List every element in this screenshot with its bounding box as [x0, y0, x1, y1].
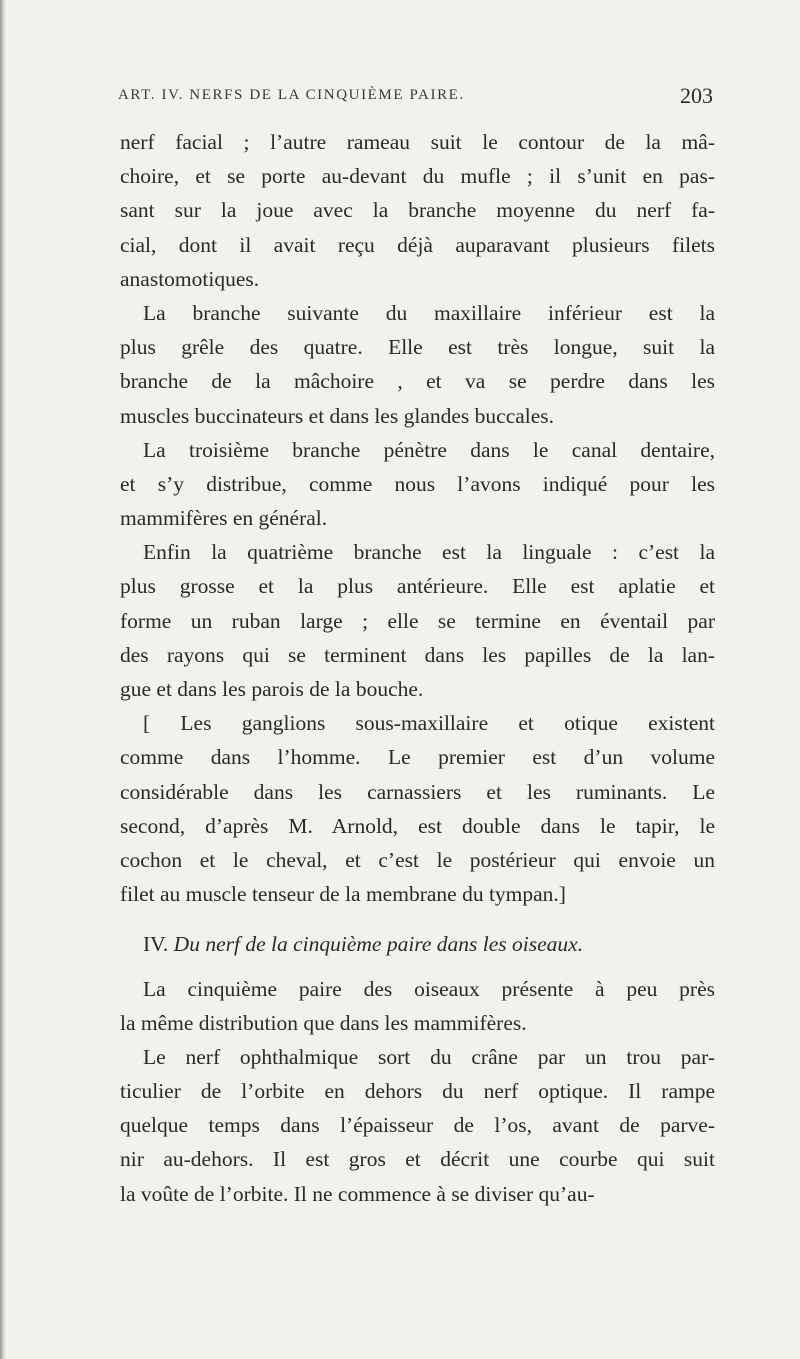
- text-line: mammifères en général.: [120, 506, 328, 531]
- paragraph: [120, 535, 715, 706]
- page-edge-shadow: [0, 0, 6, 1359]
- text-line: nerf facial ; l’autre rameau suit le contour de la mâ-: [120, 130, 715, 154]
- paragraphs-after-section: [120, 972, 715, 1211]
- paragraph: [120, 296, 715, 433]
- text-line: filet au muscle tenseur de la membrane du tympan.]: [120, 882, 566, 907]
- text-line: [ Les ganglions sous-maxillaire et otique existent: [143, 711, 715, 736]
- text-line: sant sur la joue avec la branche moyenne du nerf fa-: [120, 198, 715, 223]
- text-line: anastomotiques.: [120, 266, 260, 291]
- running-head: ART. IV. NERFS DE LA CINQUIÈME PAIRE.: [118, 87, 465, 103]
- text-line: cial, dont il avait reçu déjà auparavant plusieurs filets: [120, 232, 715, 257]
- page-header: [118, 83, 713, 117]
- text-line: ticulier de l’orbite en dehors du nerf optique. Il rampe: [120, 1079, 715, 1104]
- text-line: nir au-dehors. Il est gros et décrit une courbe qui suit: [120, 1147, 715, 1172]
- text-line: plus grosse et la plus antérieure. Elle est aplatie et: [120, 574, 715, 599]
- paragraph: [120, 1040, 715, 1211]
- text-line: La troisième branche pénètre dans le canal dentaire,: [143, 437, 715, 462]
- paragraphs-before-section: [120, 125, 715, 911]
- text-line: muscles buccinateurs et dans les glandes buccales.: [120, 403, 555, 428]
- section-heading: [120, 927, 715, 961]
- text-line: branche de la mâchoire , et va se perdre dans les: [120, 369, 715, 394]
- text-line: second, d’après M. Arnold, est double dans le tapir, le: [120, 813, 715, 838]
- text-line: gue et dans les parois de la bouche.: [120, 677, 424, 701]
- text-line: cochon et le cheval, et c’est le postérieur qui envoie un: [120, 847, 715, 872]
- text-line: comme dans l’homme. Le premier est d’un volume: [120, 745, 715, 770]
- text-line: la même distribution que dans les mammifères.: [120, 1010, 527, 1035]
- section-title: Du nerf de la cinquième paire dans les oiseaux.: [173, 932, 584, 957]
- text-line: choire, et se porte au-devant du mufle ; il s’unit en pas-: [120, 164, 715, 189]
- page-number: 203: [680, 83, 713, 108]
- text-line: considérable dans les carnassiers et les ruminants. Le: [120, 779, 715, 804]
- text-line: Le nerf ophthalmique sort du crâne par un trou par-: [143, 1044, 715, 1069]
- text-line: quelque temps dans l’épaisseur de l’os, avant de parve-: [120, 1113, 715, 1138]
- section-number: IV.: [143, 932, 169, 957]
- paragraph: [120, 125, 715, 296]
- text-line: plus grêle des quatre. Elle est très longue, suit la: [120, 335, 715, 360]
- paragraph: [120, 433, 715, 536]
- body-text: [120, 125, 715, 1211]
- paragraph: [120, 706, 715, 911]
- text-line: la voûte de l’orbite. Il ne commence à se diviser qu’au-: [120, 1181, 595, 1206]
- text-line: et s’y distribue, comme nous l’avons indiqué pour les: [120, 471, 715, 496]
- text-line: des rayons qui se terminent dans les papilles de la lan-: [120, 642, 715, 667]
- text-line: La cinquième paire des oiseaux présente à peu près: [143, 976, 715, 1001]
- text-line: forme un ruban large ; elle se termine en éventail par: [120, 608, 715, 633]
- paragraph: [120, 972, 715, 1040]
- text-line: La branche suivante du maxillaire inférieur est la: [143, 300, 715, 325]
- text-line: Enfin la quatrième branche est la linguale : c’est la: [143, 540, 715, 565]
